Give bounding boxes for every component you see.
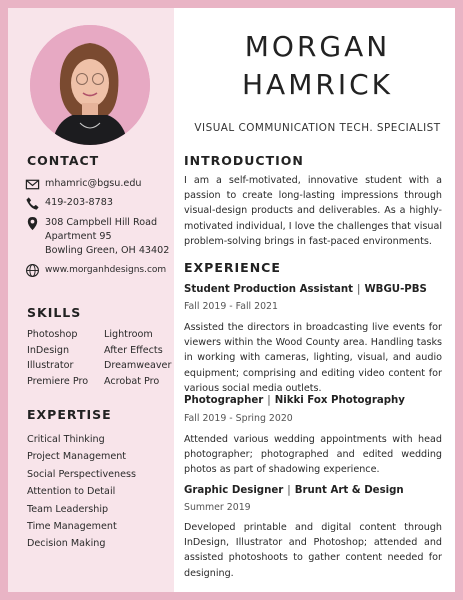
expertise-list — [27, 431, 136, 553]
last-name: HAMRICK — [242, 68, 393, 101]
address-text — [45, 216, 169, 258]
expertise-item: Critical Thinking — [27, 434, 105, 445]
phone-icon — [25, 196, 40, 211]
divider: | — [287, 485, 291, 496]
skills-list-left — [27, 327, 88, 389]
divider: | — [267, 395, 271, 406]
address-row — [25, 216, 169, 258]
job-3-dates: Summer 2019 — [184, 502, 251, 513]
skill-item: Dreamweaver — [104, 360, 172, 371]
job-3-heading — [184, 485, 404, 496]
skill-item: After Effects — [104, 344, 163, 356]
first-name: MORGAN — [244, 30, 391, 63]
job-3-description: Developed printable and digital content through InDesign, Illustrator and Photoshop; attended and assisted photoshoots to gather content needed for designing. — [184, 522, 442, 579]
website-row — [25, 263, 166, 278]
avatar — [30, 25, 150, 145]
skill-item: Acrobat Pro — [104, 375, 160, 387]
envelope-icon — [25, 177, 40, 192]
introduction-text: I am a self-motivated, innovative student with a passion to create long-lasting impressions through visual-design products and deliverables. As a highly-motivated individual, I love the challenges that visual problem-solving brings in fast-paced environments. — [184, 175, 442, 247]
address-line3: Bowling Green, OH 43402 — [45, 245, 170, 256]
expertise-item: Project Management — [27, 451, 127, 463]
job-role: Photographer — [184, 395, 264, 406]
phone-row — [25, 196, 113, 211]
address-line2: Apartment 95 — [45, 231, 112, 242]
phone-text: 419-203-8783 — [45, 197, 113, 208]
skill-item: InDesign — [27, 344, 70, 356]
job-title: VISUAL COMMUNICATION TECH. SPECIALIST — [194, 122, 441, 134]
sidebar — [8, 8, 174, 592]
website-text[interactable]: www.morganhdesigns.com — [45, 265, 167, 275]
skill-item: Premiere Pro — [27, 375, 89, 387]
expertise-item: Social Perspectiveness — [27, 468, 137, 480]
job-2-description: Attended various wedding appointments with head photographer; photographed and edited wedding photos as part of shadowing experience. — [184, 434, 442, 476]
job-2-heading — [184, 395, 405, 406]
expertise-item: Decision Making — [27, 538, 106, 550]
skills-heading: SKILLS — [27, 305, 82, 320]
expertise-item: Time Management — [27, 521, 117, 533]
email-row — [25, 177, 142, 192]
skills-list-right — [104, 327, 171, 389]
experience-heading: EXPERIENCE — [184, 260, 281, 275]
globe-icon — [25, 263, 40, 278]
skill-item: Illustrator — [27, 360, 74, 371]
job-1-heading — [184, 284, 427, 295]
job-1-dates: Fall 2019 - Fall 2021 — [184, 301, 278, 312]
job-2-dates: Fall 2019 - Spring 2020 — [184, 413, 293, 424]
address-line1: 308 Campbell Hill Road — [45, 217, 158, 228]
introduction-heading: INTRODUCTION — [184, 153, 304, 168]
expertise-item: Attention to Detail — [27, 486, 116, 498]
skill-item: Photoshop — [27, 329, 78, 340]
job-org: Nikki Fox Photography — [274, 395, 405, 406]
divider: | — [357, 284, 361, 295]
job-1-description: Assisted the directors in broadcasting live events for viewers within the Wood County area. Handling tasks in working with cameras, lighting, visual, and audio equipment; comprising and editing video content for various social media outlets. — [184, 322, 442, 394]
job-org: Brunt Art & Design — [294, 485, 404, 496]
resume-page — [8, 8, 455, 592]
job-role: Student Production Assistant — [184, 284, 353, 295]
expertise-heading: EXPERTISE — [27, 407, 112, 422]
job-org: WBGU-PBS — [364, 284, 427, 295]
contact-heading: CONTACT — [27, 153, 100, 168]
job-role: Graphic Designer — [184, 485, 284, 496]
email-text[interactable]: mhamric@bgsu.edu — [45, 178, 142, 189]
skill-item: Lightroom — [104, 329, 153, 340]
location-pin-icon — [25, 216, 40, 231]
expertise-item: Team Leadership — [27, 503, 109, 515]
